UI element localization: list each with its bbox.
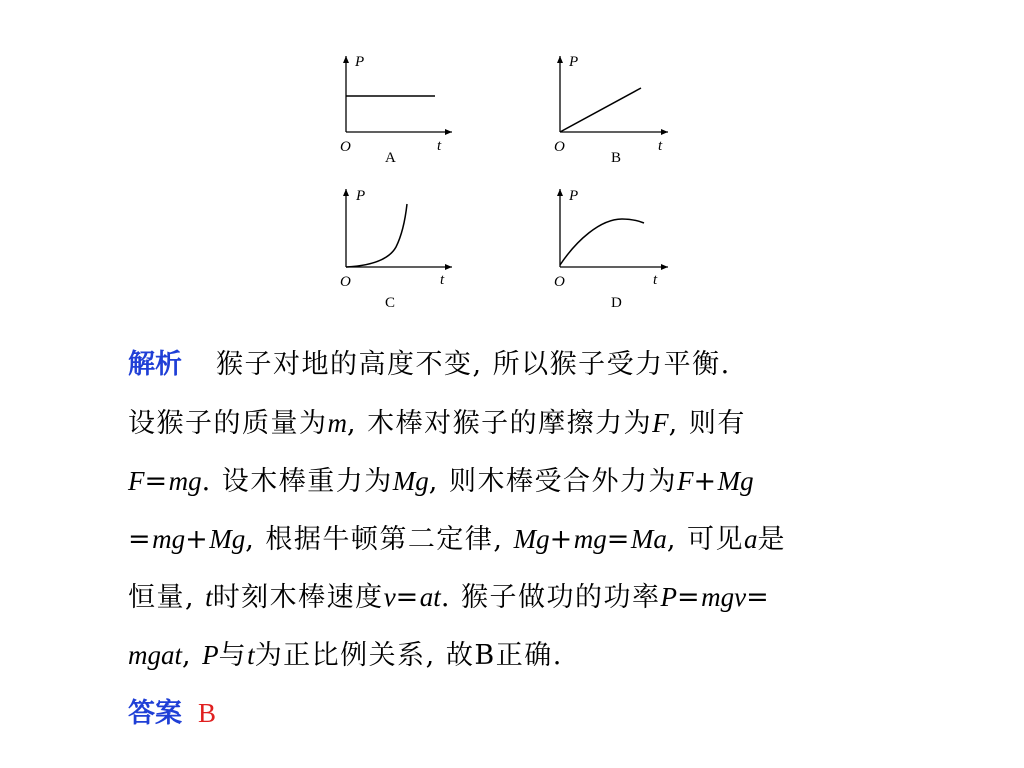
origin-label: O: [554, 139, 565, 155]
graph-a: [340, 54, 452, 166]
solution-text: [128, 336, 888, 742]
graph-options: [0, 0, 1024, 330]
text-run: +: [693, 466, 718, 497]
graph-d-caption: D: [611, 295, 622, 311]
text-run: 是: [757, 524, 787, 555]
graph-d: [554, 188, 668, 311]
text-run: =: [144, 466, 169, 497]
origin-label: O: [340, 139, 351, 155]
text-run: , 则有: [668, 408, 746, 439]
answer-value: B: [198, 698, 218, 728]
text-run: , 则木棒受合外力为: [428, 466, 677, 497]
math-var: m: [327, 408, 347, 438]
math-var: F: [128, 466, 145, 496]
text-run: 设猴子的质量为: [128, 408, 328, 439]
y-axis-label: P: [569, 54, 579, 70]
text-run: 猴子对地的高度不变, 所以猴子受力平衡.: [216, 349, 731, 380]
y-axis-label: P: [355, 54, 365, 70]
solution-line-6: [128, 626, 888, 684]
math-var: a: [744, 524, 758, 554]
graph-c: [340, 188, 452, 311]
text-run: =: [606, 524, 631, 555]
text-run: 时刻木棒速度: [212, 582, 384, 613]
text-run: 为正比例关系, 故B正确.: [254, 640, 563, 671]
graph-c-curve: [346, 204, 407, 267]
math-var: Mg: [392, 466, 429, 496]
math-var: mgat: [128, 640, 182, 670]
math-var: v: [383, 582, 396, 612]
graph-a-caption: A: [385, 150, 396, 166]
math-var: F: [676, 466, 694, 496]
graph-b: [554, 54, 668, 166]
origin-label: O: [340, 274, 351, 290]
math-var: Mg: [513, 524, 550, 554]
text-run: +: [549, 524, 574, 555]
text-run: =: [676, 582, 702, 613]
solution-line-5: [128, 568, 888, 626]
x-axis-label: t: [440, 272, 445, 288]
graph-d-curve: [560, 219, 644, 265]
math-var: P: [660, 582, 677, 612]
solution-line-2: [128, 394, 888, 452]
text-run: +: [185, 524, 210, 555]
text-run: 恒量,: [128, 582, 206, 613]
math-var: F: [652, 408, 669, 438]
math-var: Ma: [630, 524, 667, 554]
text-run: . 设木棒重力为: [201, 466, 393, 497]
text-run: . 猴子做功的功率: [440, 582, 661, 613]
text-run: , 木棒对猴子的摩擦力为: [347, 408, 653, 439]
text-run: , 根据牛顿第二定律,: [245, 524, 514, 555]
solution-line-4: [128, 510, 888, 568]
text-run: =: [128, 524, 153, 555]
text-run: 与: [218, 640, 248, 671]
origin-label: O: [554, 274, 565, 290]
x-axis-label: t: [437, 138, 442, 154]
math-var: mgv: [701, 582, 747, 612]
graph-c-caption: C: [385, 295, 396, 311]
analysis-heading: 解析: [128, 349, 182, 380]
math-var: t: [205, 582, 213, 612]
answer-label: 答案: [128, 698, 182, 729]
text-run: ,: [182, 640, 203, 671]
text-run: , 可见: [666, 524, 745, 555]
math-var: Mg: [209, 524, 246, 554]
y-axis-label: P: [356, 188, 366, 204]
x-axis-label: t: [658, 138, 663, 154]
text-run: =: [746, 582, 771, 613]
graph-b-caption: B: [611, 150, 622, 166]
graph-b-curve: [560, 88, 641, 132]
solution-line-1: [128, 336, 888, 394]
y-axis-label: P: [569, 188, 579, 204]
math-var: t: [247, 640, 255, 670]
math-var: mg: [168, 466, 202, 496]
math-var: Mg: [717, 466, 754, 496]
math-var: mg: [573, 524, 607, 554]
math-var: mg: [152, 524, 186, 554]
solution-line-3: [128, 452, 888, 510]
answer-line: [128, 684, 888, 742]
text-run: =: [395, 582, 420, 613]
math-var: at: [419, 582, 441, 612]
x-axis-label: t: [653, 272, 658, 288]
math-var: P: [202, 640, 219, 670]
